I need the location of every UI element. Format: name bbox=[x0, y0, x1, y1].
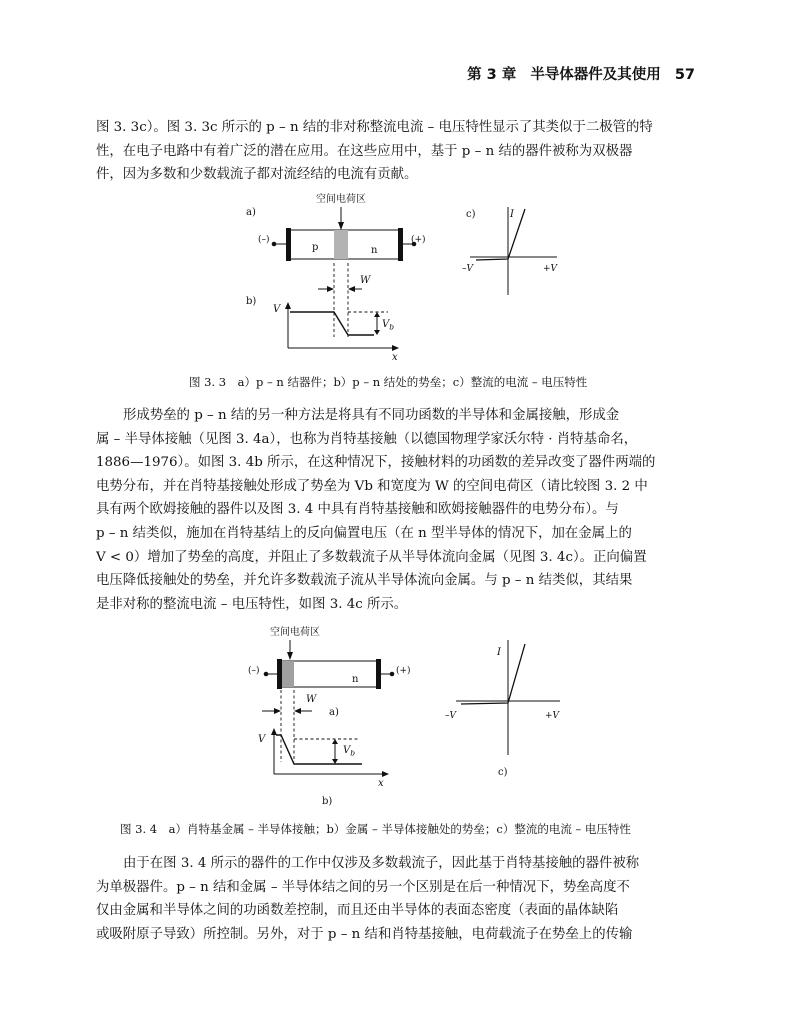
paragraph-1 bbox=[96, 116, 694, 187]
fig34-space-charge-label: 空间电荷区 bbox=[270, 627, 320, 638]
fig33-label-a: a) bbox=[246, 207, 256, 218]
fig34-label-a: a) bbox=[329, 707, 339, 718]
fig34-n-label: n bbox=[352, 674, 359, 685]
chapter-number: 第 3 章 bbox=[467, 67, 517, 83]
figure-3-3-caption: 图 3. 3 a）p – n 结器件；b）p – n 结处的势垒；c）整流的电流 – 电压特性 bbox=[189, 375, 588, 389]
text-line: 形成势垒的 p – n 结的另一种方法是将具有不同功函数的半导体和金属接触，形成金 bbox=[123, 408, 620, 423]
text-line: 是非对称的整流电流 – 电压特性，如图 3. 4c 所示。 bbox=[96, 596, 408, 612]
fig34-vb-arrowhead-bottom bbox=[332, 759, 338, 764]
fig33-n-label: n bbox=[371, 245, 378, 256]
text-line: 电势分布，并在肖特基接触处形成了势垒为 Vb 和宽度为 W 的空间电荷区（请比较图 3. 2 中 bbox=[96, 478, 648, 494]
fig33-i-label: I bbox=[510, 209, 514, 220]
fig34-right-terminal bbox=[390, 672, 395, 677]
fig34-right-contact bbox=[376, 659, 381, 689]
fig34-x-axis-arrow bbox=[382, 771, 389, 777]
text-line: 性，在电子电路中有着广泛的潜在应用。在这些应用中，基于 p – n 结的器件被称为双极器 bbox=[96, 143, 633, 159]
fig34-left-terminal bbox=[264, 672, 269, 677]
figure-3-4 bbox=[0, 618, 790, 818]
fig33-w-label: W bbox=[360, 275, 371, 286]
fig33-right-contact bbox=[398, 228, 403, 261]
fig33-w-arrowhead-right bbox=[348, 286, 355, 292]
text-line: V < 0）增加了势垒的高度，并阻止了多数载流子从半导体流向金属（见图 3. 4c）。正向偏置 bbox=[96, 549, 647, 565]
fig33-panel-c bbox=[462, 207, 559, 295]
fig33-space-charge-label: 空间电荷区 bbox=[316, 194, 366, 205]
text-line: 电压降低接触处的势垒，并允许多数载流子流从半导体流向金属。与 p – n 结类似，其结果 bbox=[96, 573, 633, 589]
fig34-w-label: W bbox=[306, 694, 317, 705]
text-line: 由于在图 3. 4 所示的器件的工作中仅涉及多数载流子，因此基于肖特基接触的器件被称 bbox=[123, 856, 640, 871]
page-number: 57 bbox=[674, 67, 695, 83]
text-line: 或吸附原子导致）所控制。另外，对于 p – n 结和肖特基接触，电荷载流子在势垒上的传输 bbox=[96, 926, 633, 942]
fig33-p-label: p bbox=[312, 242, 319, 253]
fig34-panel-b bbox=[258, 728, 389, 807]
fig34-plus-label: (+) bbox=[396, 666, 411, 676]
fig34-v-axis-label: V bbox=[258, 734, 266, 745]
fig33-depletion-region bbox=[334, 230, 348, 259]
fig33-label-b: b) bbox=[246, 296, 257, 307]
fig33-vb-arrowhead-bottom bbox=[374, 330, 380, 335]
fig33-left-contact bbox=[286, 228, 291, 261]
paragraph-3 bbox=[96, 852, 694, 946]
fig34-panel-c bbox=[445, 640, 561, 778]
fig34-vb-label: $V_b$ bbox=[343, 745, 356, 758]
fig34-w-arrowhead-right bbox=[294, 708, 301, 714]
fig34-y-axis-arrow bbox=[271, 728, 277, 735]
fig33-potential-curve bbox=[290, 312, 374, 335]
chapter-title: 半导体器件及其使用 bbox=[530, 67, 661, 83]
fig33-v-axis-label: V bbox=[273, 304, 281, 315]
fig34-vb-arrowhead-top bbox=[332, 739, 338, 744]
fig34-minus-label: (–) bbox=[248, 666, 260, 676]
fig34-left-contact bbox=[277, 659, 282, 689]
fig33-iv-curve bbox=[476, 209, 525, 260]
fig33-arrowhead bbox=[338, 222, 344, 230]
fig33-vb-arrowhead-top bbox=[374, 312, 380, 317]
text-line: 仅由金属和半导体之间的功函数差控制，而且还由半导体的表面态密度（表面的晶体缺陷 bbox=[96, 903, 619, 919]
fig34-i-label: I bbox=[497, 647, 501, 658]
text-line: 属 – 半导体接触（见图 3. 4a），也称为肖特基接触（以德国物理学家沃尔特 · 肖特基命名， bbox=[96, 431, 638, 447]
text-line: p – n 结类似，施加在肖特基结上的反向偏置电压（在 n 型半导体的情况下，加在金属上的 bbox=[96, 525, 632, 541]
fig34-arrowhead bbox=[287, 652, 293, 660]
fig34-neg-v-label: –V bbox=[445, 711, 456, 721]
fig34-iv-curve bbox=[461, 644, 525, 704]
fig33-pos-v-label: +V bbox=[543, 264, 558, 274]
fig33-left-terminal bbox=[272, 242, 277, 247]
fig33-plus-label: (+) bbox=[411, 235, 426, 245]
fig34-depletion-region bbox=[280, 661, 294, 687]
text-line: 为单极器件。p – n 结和金属 – 半导体结之间的另一个区别是在后一种情况下，势垒高度不 bbox=[96, 879, 630, 895]
text-line: 1886—1976）。如图 3. 4b 所示，在这种情况下，接触材料的功函数的差异改变了器件两端的 bbox=[96, 455, 656, 471]
fig33-x-axis-arrow bbox=[392, 345, 399, 351]
fig34-x-axis-label: x bbox=[378, 778, 384, 789]
figure-3-3 bbox=[0, 185, 790, 385]
fig33-vb-label: $V_b$ bbox=[382, 319, 395, 332]
fig34-panel-a bbox=[248, 625, 411, 762]
fig34-pos-v-label: +V bbox=[545, 711, 560, 721]
fig34-label-c: c) bbox=[498, 767, 508, 778]
fig33-label-c: c) bbox=[466, 209, 476, 220]
fig33-neg-v-label: –V bbox=[462, 264, 473, 274]
fig34-w-arrowhead-left bbox=[274, 708, 281, 714]
fig34-label-b: b) bbox=[322, 796, 333, 807]
text-line: 件，因为多数和少数载流子都对流经结的电流有贡献。 bbox=[96, 167, 418, 183]
fig33-w-arrowhead-left bbox=[327, 286, 334, 292]
fig33-panel-b bbox=[246, 296, 399, 363]
text-line: 图 3. 3c）。图 3. 3c 所示的 p – n 结的非对称整流电流 – 电压特性显示了其类似于二极管的特 bbox=[96, 120, 653, 135]
paragraph-2 bbox=[96, 404, 694, 616]
running-header bbox=[467, 63, 695, 84]
fig34-device-bar bbox=[280, 661, 378, 687]
figure-3-4-caption: 图 3. 4 a）肖特基金属 – 半导体接触；b）金属 – 半导体接触处的势垒；c）整流的电流 – 电压特性 bbox=[120, 822, 631, 836]
fig33-minus-label: (–) bbox=[258, 235, 270, 245]
fig33-x-axis-label: x bbox=[392, 352, 398, 363]
text-line: 具有两个欧姆接触的器件以及图 3. 4 中具有肖特基接触和欧姆接触器件的电势分布）。与 bbox=[96, 502, 619, 518]
fig33-y-axis-arrow bbox=[285, 302, 291, 309]
